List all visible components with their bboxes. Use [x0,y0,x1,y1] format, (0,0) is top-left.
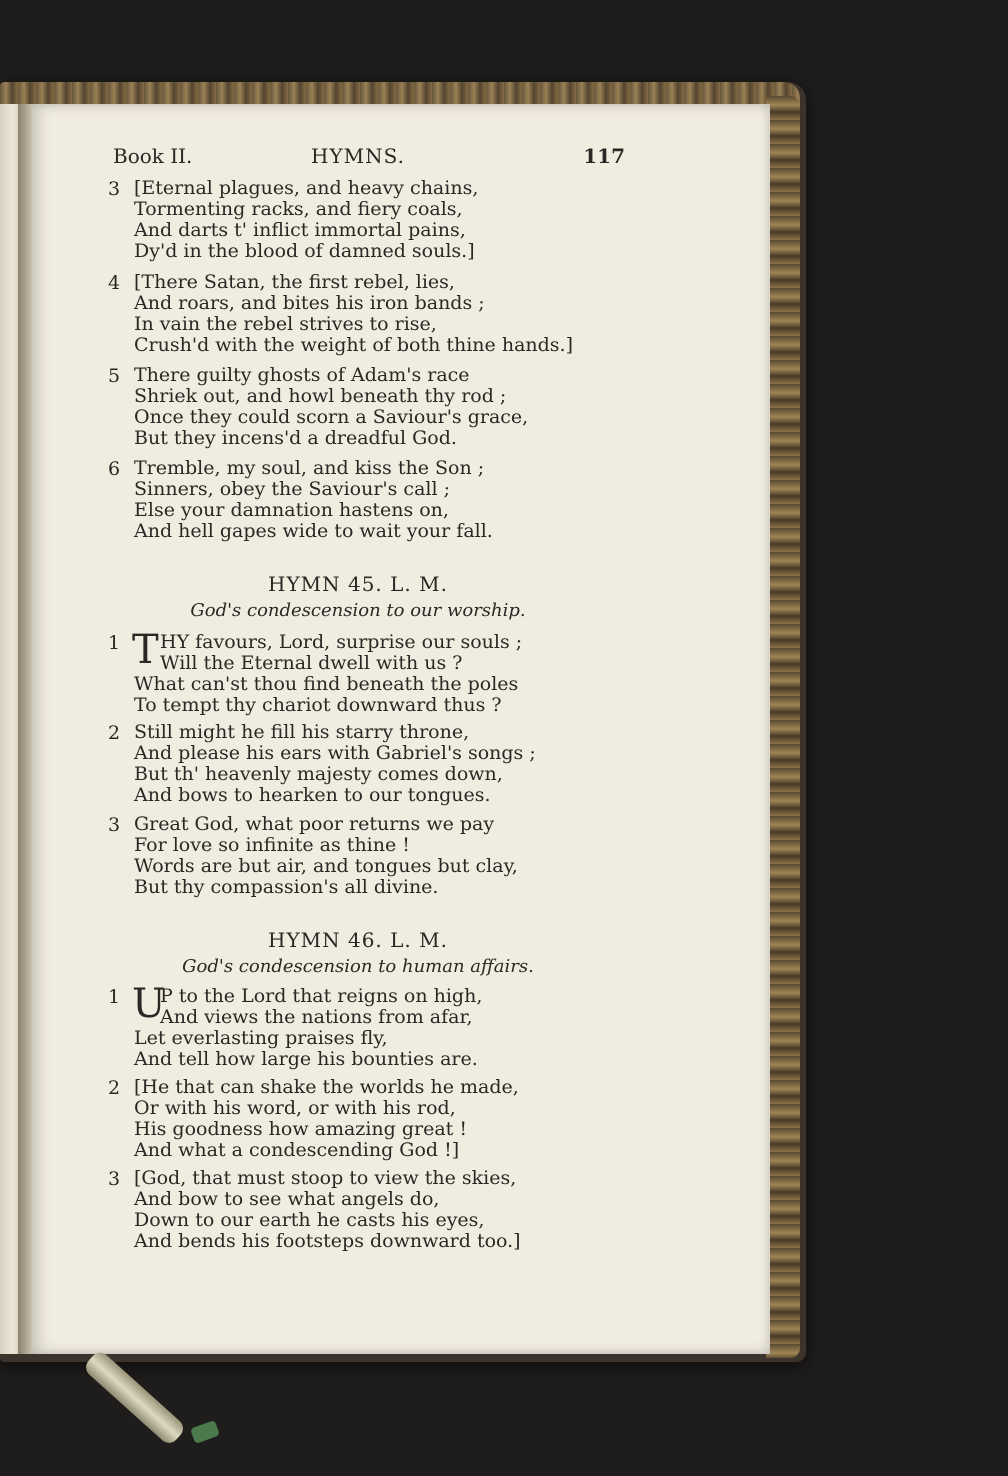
stanza-number: 2 [108,1077,121,1099]
stanza-number: 3 [108,814,121,836]
stanza-number: 1 [108,632,121,654]
verse-line: Else your damnation hastens on, [134,499,449,521]
verse-line: Down to our earth he casts his eyes, [134,1209,485,1231]
verse-line: P to the Lord that reigns on high, [160,985,483,1007]
header-title: HYMNS. [311,144,405,168]
drop-cap: T [132,627,159,673]
page-gutter [18,104,32,1354]
verse-line: Sinners, obey the Saviour's call ; [134,478,450,500]
verse-line: Words are but air, and tongues but clay, [134,855,518,877]
stanza-number: 3 [108,1168,121,1190]
verse-line: And bows to hearken to our tongues. [134,784,491,806]
verse-line: Let everlasting praises fly, [134,1027,388,1049]
bookmark-ribbon [82,1349,187,1447]
verse-line: What can'st thou find beneath the poles [134,673,519,695]
verse-line: [There Satan, the first rebel, lies, [134,271,455,293]
verse-line: Tremble, my soul, and kiss the Son ; [134,457,485,479]
hymn-45-subtitle: God's condescension to our worship. [190,600,526,621]
drop-cap: U [132,981,166,1027]
verse-line: [God, that must stoop to view the skies, [134,1167,517,1189]
verse-line: But they incens'd a dreadful God. [134,427,457,449]
verse-line: There guilty ghosts of Adam's race [134,364,470,386]
verse-line: Dy'd in the blood of damned souls.] [134,240,475,262]
verse-line: Or with his word, or with his rod, [134,1097,456,1119]
verse-line: For love so infinite as thine ! [134,834,410,856]
verse-line: And darts t' inflict immortal pains, [134,219,466,241]
verse-line: And please his ears with Gabriel's songs ; [134,742,536,764]
verse-line: But th' heavenly majesty comes down, [134,763,503,785]
verse-line: And bow to see what angels do, [134,1188,440,1210]
verse-line: And roars, and bites his iron bands ; [134,292,485,314]
verse-line: Crush'd with the weight of both thine hands.] [134,334,573,356]
verse-line: And tell how large his bounties are. [134,1048,478,1070]
verse-line: [He that can shake the worlds he made, [134,1076,519,1098]
verse-line: [Eternal plagues, and heavy chains, [134,177,479,199]
header-book: Book II. [113,144,193,168]
verse-line: And what a condescending God !] [134,1139,460,1161]
gilt-edge-right [766,96,800,1358]
verse-line: And bends his footsteps downward too.] [134,1230,521,1252]
bookmark-ribbon-tip [190,1420,220,1444]
page-number: 117 [583,144,625,168]
running-header [113,144,625,174]
stanza-number: 5 [108,365,121,387]
stanza-number: 2 [108,722,121,744]
verse-line: His goodness how amazing great ! [134,1118,467,1140]
verse-line: To tempt thy chariot downward thus ? [134,694,502,716]
verse-line: In vain the rebel strives to rise, [134,313,437,335]
stanza-number: 4 [108,272,121,294]
verse-line: And hell gapes wide to wait your fall. [134,520,493,542]
verse-line: Tormenting racks, and fiery coals, [134,198,463,220]
verse-line: HY favours, Lord, surprise our souls ; [160,631,523,653]
verse-line: And views the nations from afar, [160,1006,473,1028]
verse-line: Once they could scorn a Saviour's grace, [134,406,529,428]
hymn-46-subtitle: God's condescension to human affairs. [182,956,534,977]
verse-line: Will the Eternal dwell with us ? [160,652,463,674]
stanza-number: 3 [108,178,121,200]
verse-line: But thy compassion's all divine. [134,876,439,898]
hymn-45-title: HYMN 45. L. M. [268,572,448,596]
gilt-edge-top [0,82,800,104]
stanza-number: 1 [108,986,121,1008]
verse-line: Great God, what poor returns we pay [134,813,495,835]
stanza-number: 6 [108,458,121,480]
hymn-46-title: HYMN 46. L. M. [268,928,448,952]
verse-line: Still might he fill his starry throne, [134,721,470,743]
verse-line: Shriek out, and howl beneath thy rod ; [134,385,507,407]
